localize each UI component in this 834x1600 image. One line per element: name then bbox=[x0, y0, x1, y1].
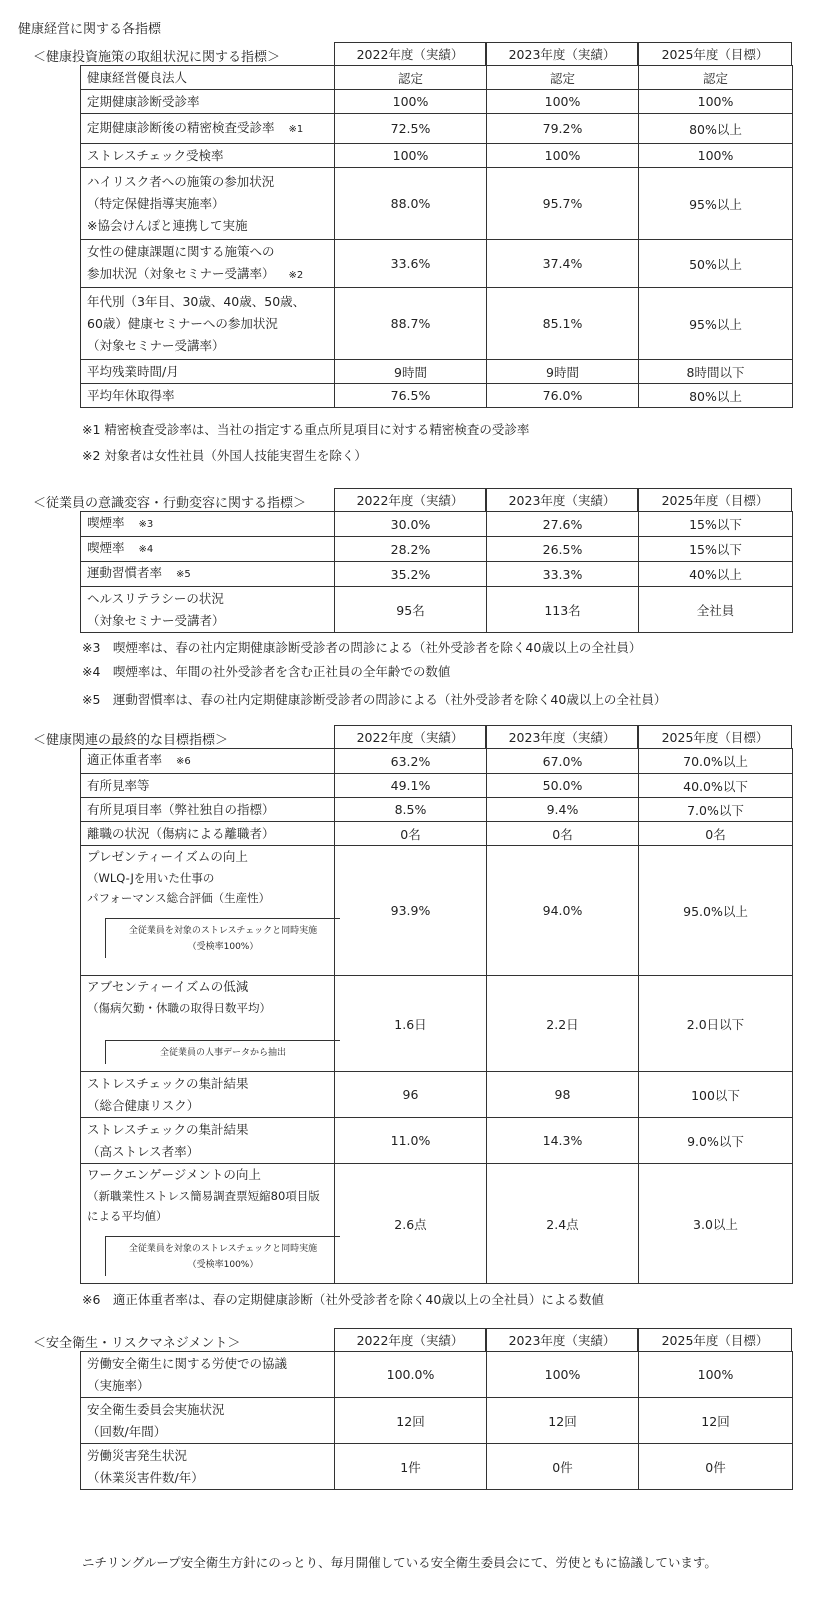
indicator-table bbox=[80, 1351, 793, 1490]
row-label bbox=[81, 512, 335, 537]
label-line: ストレスチェックの集計結果 bbox=[87, 1121, 249, 1137]
value-cell: 0名 bbox=[487, 822, 639, 846]
row-label bbox=[81, 798, 335, 822]
row-label bbox=[81, 144, 335, 168]
data-source-box bbox=[105, 1040, 340, 1064]
value-cell: 2.0日以下 bbox=[639, 976, 793, 1072]
value-cell: 98 bbox=[487, 1072, 639, 1118]
value-cell: 100% bbox=[639, 90, 793, 114]
label-line: 喫煙率 ※4 bbox=[87, 540, 154, 555]
label-line: （高ストレス者率） bbox=[87, 1143, 200, 1159]
label-line: （総合健康リスク） bbox=[87, 1097, 200, 1113]
table-row bbox=[81, 562, 793, 587]
section-title: ＜従業員の意識変容・行動変容に関する指標＞ bbox=[33, 496, 307, 511]
label-line: （回数/年間） bbox=[87, 1423, 167, 1439]
table-row bbox=[81, 822, 793, 846]
label-line: プレゼンティーイズムの向上 bbox=[87, 849, 248, 864]
table-row bbox=[81, 240, 793, 288]
value-cell: 40%以上 bbox=[639, 562, 793, 587]
label-line: 安全衛生委員会実施状況 bbox=[87, 1401, 225, 1417]
value-cell: 9時間 bbox=[487, 360, 639, 384]
table-row bbox=[81, 749, 793, 774]
row-label bbox=[81, 1072, 335, 1118]
footnote: ※6 適正体重者率は、春の定期健康診断（社外受診者を除く40歳以上の全社員）による数値 bbox=[82, 1292, 604, 1307]
table-row bbox=[81, 384, 793, 408]
value-cell: 14.3% bbox=[487, 1118, 639, 1164]
value-cell: 100% bbox=[487, 90, 639, 114]
row-label bbox=[81, 822, 335, 846]
value-cell: 100% bbox=[639, 1352, 793, 1398]
section-title: ＜健康投資施策の取組状況に関する指標＞ bbox=[33, 50, 281, 65]
label-line: （対象セミナー受講者） bbox=[87, 612, 225, 628]
row-label bbox=[81, 1352, 335, 1398]
column-header: 2025年度（目標） bbox=[638, 1328, 792, 1352]
label-line: 健康経営優良法人 bbox=[87, 69, 188, 85]
table-row bbox=[81, 1118, 793, 1164]
table-row bbox=[81, 114, 793, 144]
table-row bbox=[81, 168, 793, 240]
row-label bbox=[81, 976, 335, 1072]
table-row bbox=[81, 537, 793, 562]
row-label bbox=[81, 360, 335, 384]
value-cell: 67.0% bbox=[487, 749, 639, 774]
data-source-box bbox=[105, 1236, 340, 1276]
value-cell: 26.5% bbox=[487, 537, 639, 562]
value-cell: 0件 bbox=[487, 1444, 639, 1490]
value-cell: 95%以上 bbox=[639, 168, 793, 240]
value-cell: 2.2日 bbox=[487, 976, 639, 1072]
label-line: 定期健康診断後の精密検査受診率 ※1 bbox=[87, 119, 304, 135]
indicator-table bbox=[80, 748, 793, 1284]
value-cell: 100以下 bbox=[639, 1072, 793, 1118]
table-row bbox=[81, 360, 793, 384]
page-title: 健康経営に関する各指標 bbox=[18, 22, 162, 37]
value-cell: 94.0% bbox=[487, 846, 639, 976]
value-cell: 95名 bbox=[335, 587, 487, 633]
label-line: 喫煙率 ※3 bbox=[87, 515, 154, 530]
label-subline: （傷病欠勤・休職の取得日数平均） bbox=[87, 1001, 271, 1015]
value-cell: 50%以上 bbox=[639, 240, 793, 288]
label-subline: （WLQ-Jを用いた仕事の bbox=[87, 871, 215, 885]
column-header: 2022年度（実績） bbox=[334, 725, 486, 749]
row-label bbox=[81, 168, 335, 240]
footnote-mark: ※6 bbox=[176, 756, 191, 767]
value-cell: 76.0% bbox=[487, 384, 639, 408]
value-cell: 85.1% bbox=[487, 288, 639, 360]
value-cell: 2.4点 bbox=[487, 1164, 639, 1284]
value-cell: 100% bbox=[487, 1352, 639, 1398]
value-cell: 50.0% bbox=[487, 774, 639, 798]
footnote-mark: ※5 bbox=[176, 569, 191, 580]
table-row bbox=[81, 1072, 793, 1118]
data-source-text: 全従業員を対象のストレスチェックと同時実施 bbox=[128, 1244, 318, 1254]
value-cell: 0名 bbox=[639, 822, 793, 846]
row-label bbox=[81, 587, 335, 633]
row-label bbox=[81, 1164, 335, 1284]
value-cell: 80%以上 bbox=[639, 384, 793, 408]
label-line: 有所見項目率（弊社独自の指標） bbox=[87, 801, 275, 817]
column-header: 2023年度（実績） bbox=[486, 488, 638, 512]
footnote: ※3 喫煙率は、春の社内定期健康診断受診者の問診による（社外受診者を除く40歳以上の全社員） bbox=[82, 640, 642, 655]
label-subline: による平均値） bbox=[87, 1209, 168, 1223]
footnote: ※2 対象者は女性社員（外国人技能実習生を除く） bbox=[82, 448, 367, 463]
table-row bbox=[81, 144, 793, 168]
row-label bbox=[81, 749, 335, 774]
row-label bbox=[81, 537, 335, 562]
value-cell: 8.5% bbox=[335, 798, 487, 822]
label-line: （実施率） bbox=[87, 1377, 150, 1393]
value-cell: 認定 bbox=[335, 66, 487, 90]
label-line: （対象セミナー受講率） bbox=[87, 337, 225, 353]
value-cell: 70.0%以上 bbox=[639, 749, 793, 774]
table-row bbox=[81, 846, 793, 976]
label-line: ストレスチェックの集計結果 bbox=[87, 1075, 249, 1091]
value-cell: 0件 bbox=[639, 1444, 793, 1490]
table-row bbox=[81, 512, 793, 537]
value-cell: 100% bbox=[639, 144, 793, 168]
row-label bbox=[81, 1398, 335, 1444]
row-label bbox=[81, 846, 335, 976]
table-row bbox=[81, 90, 793, 114]
value-cell: 35.2% bbox=[335, 562, 487, 587]
label-line: 平均残業時間/月 bbox=[87, 363, 179, 379]
label-line: 参加状況（対象セミナー受講率） ※2 bbox=[87, 265, 304, 281]
section-title: ＜健康関連の最終的な目標指標＞ bbox=[33, 733, 229, 748]
footnote: ※4 喫煙率は、年間の社外受診者を含む正社員の全年齢での数値 bbox=[82, 664, 451, 679]
value-cell: 113名 bbox=[487, 587, 639, 633]
row-label bbox=[81, 562, 335, 587]
column-header: 2023年度（実績） bbox=[486, 1328, 638, 1352]
label-line: （休業災害件数/年） bbox=[87, 1469, 204, 1485]
data-source-text: 全従業員を対象のストレスチェックと同時実施 bbox=[128, 926, 318, 936]
value-cell: 9時間 bbox=[335, 360, 487, 384]
label-line: （特定保健指導実施率） bbox=[87, 195, 225, 211]
label-line: 労働安全衛生に関する労使での協議 bbox=[87, 1355, 288, 1371]
label-line: 運動習慣者率 ※5 bbox=[87, 565, 191, 580]
indicator-table bbox=[80, 511, 793, 633]
data-source-text: （受検率100%） bbox=[187, 1260, 259, 1270]
label-line: 平均年休取得率 bbox=[87, 387, 175, 403]
value-cell: 12回 bbox=[639, 1398, 793, 1444]
value-cell: 33.3% bbox=[487, 562, 639, 587]
value-cell: 95%以上 bbox=[639, 288, 793, 360]
value-cell: 8時間以下 bbox=[639, 360, 793, 384]
value-cell: 37.4% bbox=[487, 240, 639, 288]
table-row bbox=[81, 1352, 793, 1398]
value-cell: 1.6日 bbox=[335, 976, 487, 1072]
row-label bbox=[81, 114, 335, 144]
row-label bbox=[81, 384, 335, 408]
table-row bbox=[81, 1444, 793, 1490]
footnote-mark: ※4 bbox=[138, 544, 154, 555]
label-subline: パフォーマンス総合評価（生産性） bbox=[87, 891, 271, 905]
footer-text: ニチリングループ安全衛生方針にのっとり、毎月開催している安全衛生委員会にて、労使ともに協議しています。 bbox=[82, 1555, 717, 1570]
row-label bbox=[81, 66, 335, 90]
label-line: 適正体重者率 ※6 bbox=[87, 752, 191, 767]
value-cell: 100% bbox=[335, 144, 487, 168]
value-cell: 63.2% bbox=[335, 749, 487, 774]
value-cell: 12回 bbox=[487, 1398, 639, 1444]
data-source-text: （受検率100%） bbox=[187, 942, 259, 952]
table-row bbox=[81, 288, 793, 360]
table-row bbox=[81, 587, 793, 633]
value-cell: 100% bbox=[487, 144, 639, 168]
value-cell: 100.0% bbox=[335, 1352, 487, 1398]
table-row bbox=[81, 1164, 793, 1284]
footnote: ※1 精密検査受診率は、当社の指定する重点所見項目に対する精密検査の受診率 bbox=[82, 422, 530, 437]
column-header: 2023年度（実績） bbox=[486, 42, 638, 66]
section-title: ＜安全衛生・リスクマネジメント＞ bbox=[33, 1336, 241, 1351]
data-source-box bbox=[105, 918, 340, 958]
value-cell: 95.7% bbox=[487, 168, 639, 240]
value-cell: 15%以下 bbox=[639, 512, 793, 537]
value-cell: 2.6点 bbox=[335, 1164, 487, 1284]
column-header: 2025年度（目標） bbox=[638, 488, 792, 512]
label-line: ヘルスリテラシーの状況 bbox=[87, 590, 224, 606]
label-line: 離職の状況（傷病による離職者） bbox=[87, 825, 275, 841]
column-header: 2022年度（実績） bbox=[334, 488, 486, 512]
value-cell: 15%以下 bbox=[639, 537, 793, 562]
value-cell: 3.0以上 bbox=[639, 1164, 793, 1284]
label-line: 女性の健康課題に関する施策への bbox=[87, 243, 275, 259]
value-cell: 49.1% bbox=[335, 774, 487, 798]
row-label bbox=[81, 240, 335, 288]
value-cell: 7.0%以下 bbox=[639, 798, 793, 822]
label-line: 労働災害発生状況 bbox=[87, 1447, 188, 1463]
table-row bbox=[81, 66, 793, 90]
value-cell: 27.6% bbox=[487, 512, 639, 537]
value-cell: 40.0%以下 bbox=[639, 774, 793, 798]
column-header: 2025年度（目標） bbox=[638, 725, 792, 749]
row-label bbox=[81, 774, 335, 798]
value-cell: 76.5% bbox=[335, 384, 487, 408]
row-label bbox=[81, 90, 335, 114]
table-row bbox=[81, 976, 793, 1072]
table-row bbox=[81, 774, 793, 798]
label-line: ハイリスク者への施策の参加状況 bbox=[87, 173, 275, 189]
column-header: 2022年度（実績） bbox=[334, 42, 486, 66]
table-row bbox=[81, 798, 793, 822]
value-cell: 93.9% bbox=[335, 846, 487, 976]
label-line: ※協会けんぽと連携して実施 bbox=[87, 217, 248, 233]
value-cell: 1件 bbox=[335, 1444, 487, 1490]
column-header: 2022年度（実績） bbox=[334, 1328, 486, 1352]
value-cell: 33.6% bbox=[335, 240, 487, 288]
data-source-text: 全従業員の人事データから抽出 bbox=[159, 1048, 286, 1058]
value-cell: 11.0% bbox=[335, 1118, 487, 1164]
value-cell: 88.0% bbox=[335, 168, 487, 240]
value-cell: 28.2% bbox=[335, 537, 487, 562]
indicator-table bbox=[80, 65, 793, 408]
value-cell: 72.5% bbox=[335, 114, 487, 144]
row-label bbox=[81, 288, 335, 360]
label-line: 有所見率等 bbox=[87, 777, 150, 793]
value-cell: 88.7% bbox=[335, 288, 487, 360]
row-label bbox=[81, 1444, 335, 1490]
footnote-mark: ※1 bbox=[288, 123, 304, 135]
label-line: 60歳）健康セミナーへの参加状況 bbox=[87, 315, 278, 331]
label-subline: （新職業性ストレス簡易調査票短縮80項目版 bbox=[87, 1189, 320, 1203]
value-cell: 12回 bbox=[335, 1398, 487, 1444]
value-cell: 認定 bbox=[487, 66, 639, 90]
column-header: 2023年度（実績） bbox=[486, 725, 638, 749]
value-cell: 95.0%以上 bbox=[639, 846, 793, 976]
value-cell: 9.0%以下 bbox=[639, 1118, 793, 1164]
value-cell: 0名 bbox=[335, 822, 487, 846]
value-cell: 9.4% bbox=[487, 798, 639, 822]
value-cell: 全社員 bbox=[639, 587, 793, 633]
table-row bbox=[81, 1398, 793, 1444]
value-cell: 96 bbox=[335, 1072, 487, 1118]
value-cell: 認定 bbox=[639, 66, 793, 90]
value-cell: 100% bbox=[335, 90, 487, 114]
row-label bbox=[81, 1118, 335, 1164]
label-line: 年代別（3年目、30歳、40歳、50歳、 bbox=[87, 293, 306, 309]
footnote-mark: ※3 bbox=[138, 519, 154, 530]
label-line: ストレスチェック受検率 bbox=[87, 147, 224, 163]
footnote-mark: ※2 bbox=[288, 269, 304, 281]
column-header: 2025年度（目標） bbox=[638, 42, 792, 66]
label-line: 定期健康診断受診率 bbox=[87, 93, 200, 109]
footnote: ※5 運動習慣率は、春の社内定期健康診断受診者の問診による（社外受診者を除く40歳以上の全社員） bbox=[82, 692, 667, 707]
label-line: ワークエンゲージメントの向上 bbox=[87, 1167, 261, 1182]
label-line: アブセンティーイズムの低減 bbox=[87, 979, 249, 994]
value-cell: 30.0% bbox=[335, 512, 487, 537]
value-cell: 80%以上 bbox=[639, 114, 793, 144]
value-cell: 79.2% bbox=[487, 114, 639, 144]
